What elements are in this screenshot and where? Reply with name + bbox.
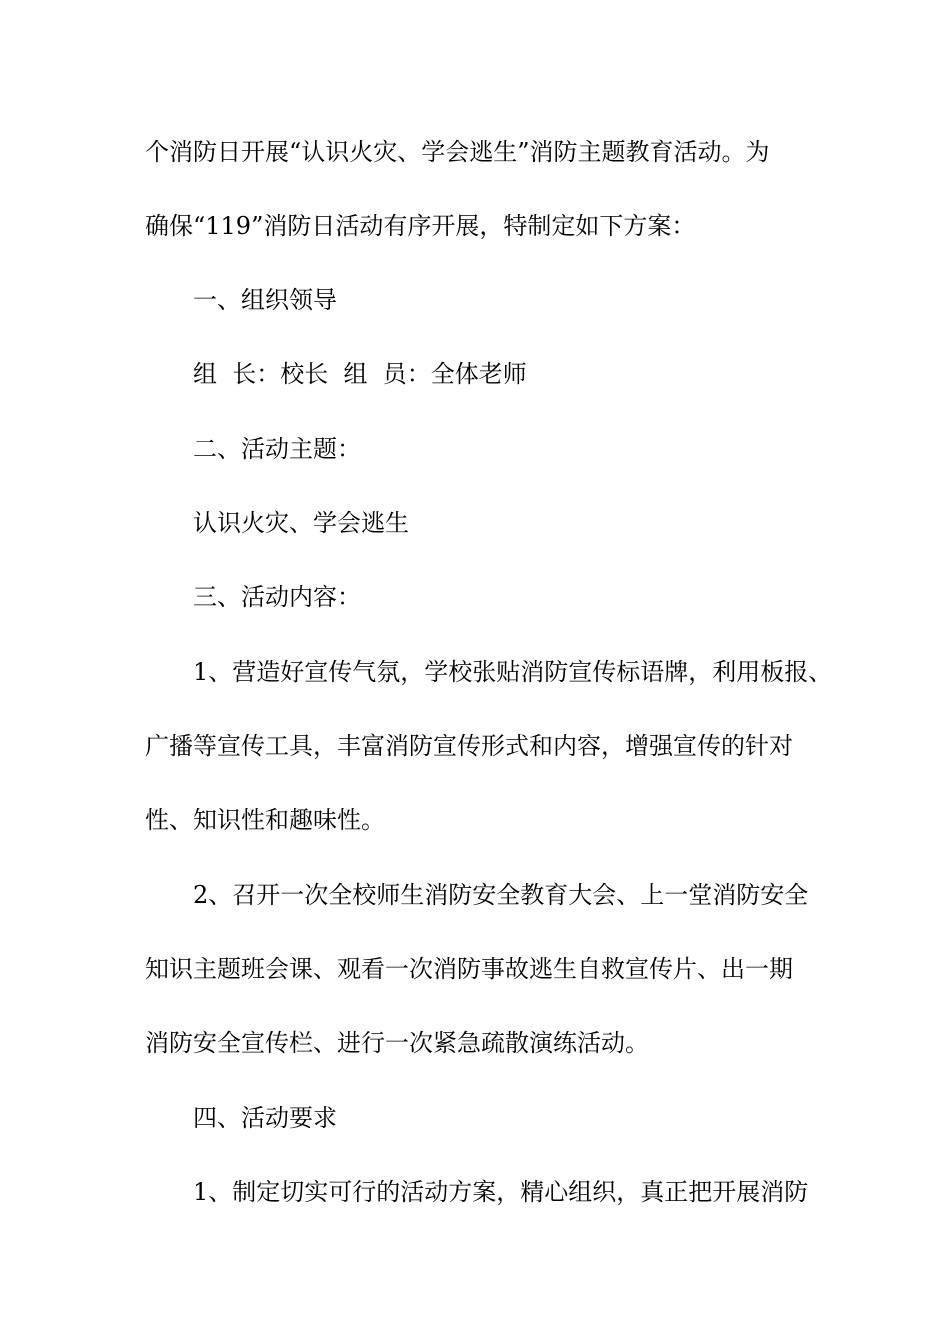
paragraph-line: 个消防日开展“认识火灾、学会逃生”消防主题教育活动。为 (145, 138, 770, 166)
paragraph-line: 广播等宣传工具，丰富消防宣传形式和内容，增强宣传的针对 (145, 732, 793, 760)
paragraph-line: 1、营造好宣传气氛，学校张贴消防宣传标语牌，利用板报、 (193, 658, 833, 686)
paragraph-line: 确保“119”消防日活动有序开展，特制定如下方案： (145, 212, 696, 240)
paragraph-line: 知识主题班会课、观看一次消防事故逃生自救宣传片、出一期 (145, 955, 793, 983)
section-heading-content: 三、活动内容： (193, 583, 361, 611)
paragraph-line: 消防安全宣传栏、进行一次紧急疏散演练活动。 (145, 1029, 649, 1057)
section-heading-organization: 一、组织领导 (193, 286, 337, 314)
paragraph-line: 组 长：校长 组 员：全体老师 (193, 360, 527, 388)
paragraph-line: 1、制定切实可行的活动方案，精心组织，真正把开展消防 (193, 1178, 809, 1206)
section-heading-requirements: 四、活动要求 (193, 1104, 337, 1132)
section-heading-theme: 二、活动主题： (193, 435, 361, 463)
paragraph-line: 2、召开一次全校师生消防安全教育大会、上一堂消防安全 (193, 881, 809, 909)
paragraph-line: 认识火灾、学会逃生 (193, 509, 409, 537)
paragraph-line: 性、知识性和趣味性。 (145, 806, 385, 834)
